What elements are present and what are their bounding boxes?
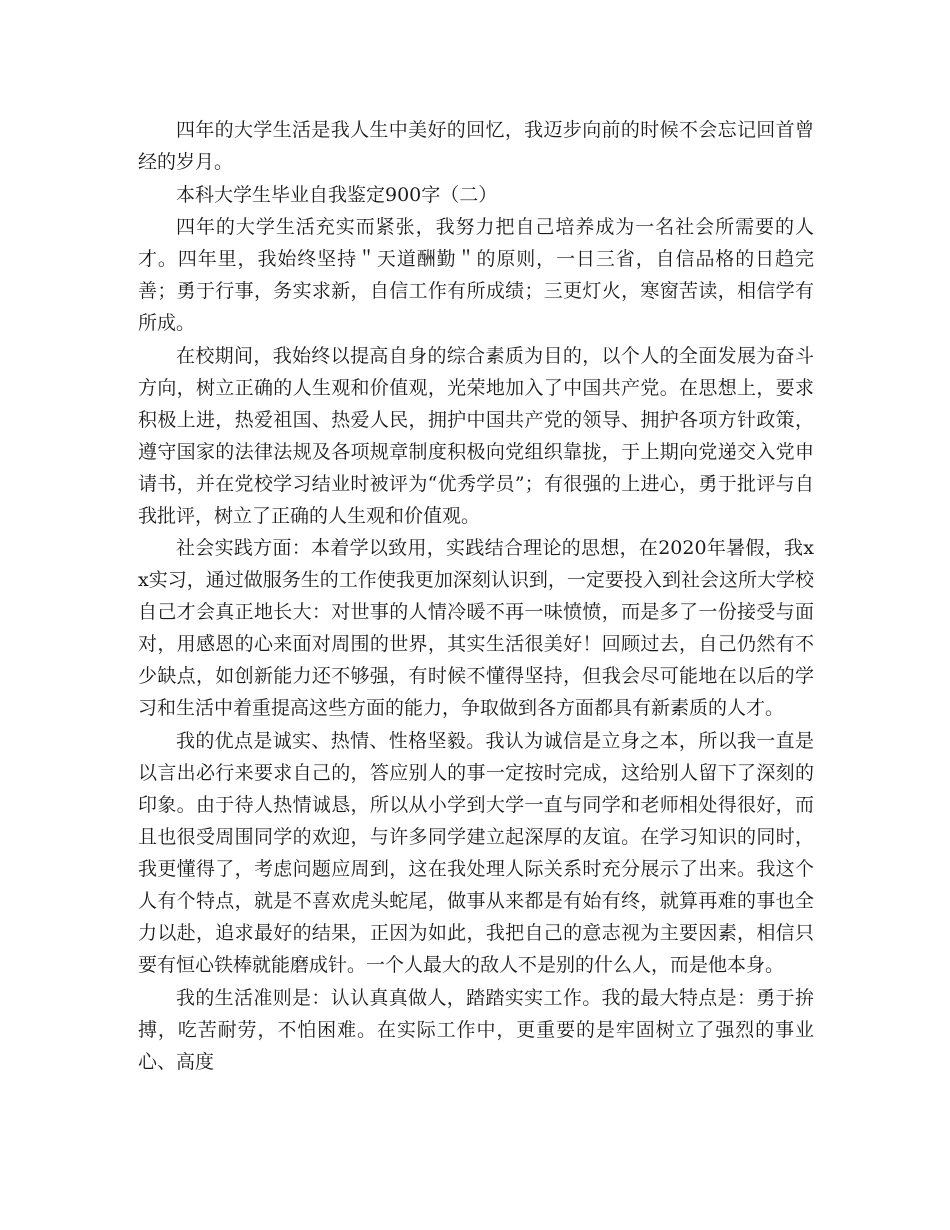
document-body bbox=[138, 114, 814, 1078]
paragraph-life-principles: 我的生活准则是：认认真真做人，踏踏实实工作。我的最大特点是：勇于拚搏，吃苦耐劳，不怕困难。在实际工作中，更重要的是牢固树立了强烈的事业心、高度 bbox=[138, 986, 814, 1073]
section-heading: 本科大学生毕业自我鉴定900字（二） bbox=[176, 183, 498, 206]
paragraph-social-practice: 社会实践方面：本着学以致用，实践结合理论的思想，在2020年暑假，我xx实习，通过做服务生的工作使我更加深刻认识到，一定要投入到社会这所大学校自己才会真正地长大：对世事的人情冷暖不再一味愤愤，而是多了一份接受与面对，用感恩的心来面对周围的世界，其实生活很美好！回顾过去，自己仍然有不少缺点，如创新能力还不够强，有时候不懂得坚持，但我会尽可能地在以后的学习和生活中着重提高这些方面的能力，争取做到各方面都具有新素质的人才。 bbox=[138, 537, 814, 720]
paragraph-school-period: 在校期间，我始终以提高自身的综合素质为目的，以个人的全面发展为奋斗方向，树立正确的人生观和价值观，光荣地加入了中国共产党。在思想上，要求积极上进，热爱祖国、热爱人民，拥护中国共产党的领导、拥护各项方针政策，遵守国家的法律法规及各项规章制度积极向党组织靠拢，于上期向党递交入党申请书，并在党校学习结业时被评为“优秀学员”；有很强的上进心，勇于批评与自我批评，树立了正确的人生观和价值观。 bbox=[138, 344, 814, 527]
paragraph-strengths: 我的优点是诚实、热情、性格坚毅。我认为诚信是立身之本，所以我一直是以言出必行来要求自己的，答应别人的事一定按时完成，这给别人留下了深刻的印象。由于待人热情诚恳，所以从小学到大学一直与同学和老师相处得很好，而且也很受周围同学的欢迎，与许多同学建立起深厚的友谊。在学习知识的同时，我更懂得了，考虑问题应周到，这在我处理人际关系时充分展示了出来。我这个人有个特点，就是不喜欢虎头蛇尾，做事从来都是有始有终，就算再难的事也全力以赴，追求最好的结果，正因为如此，我把自己的意志视为主要因素，相信只要有恒心铁棒就能磨成针。一个人最大的敌人不是别的什么人，而是他本身。 bbox=[138, 729, 814, 976]
paragraph-intro-closing: 四年的大学生活是我人生中美好的回忆，我迈步向前的时候不会忘记回首曾经的岁月。 bbox=[138, 119, 814, 173]
paragraph-overview: 四年的大学生活充实而紧张，我努力把自己培养成为一名社会所需要的人才。四年里，我始终坚持＂天道酬勤＂的原则，一日三省，自信品格的日趋完善；勇于行事，务实求新，自信工作有所成绩；三更灯火，寒窗苦读，相信学有所成。 bbox=[138, 216, 814, 335]
